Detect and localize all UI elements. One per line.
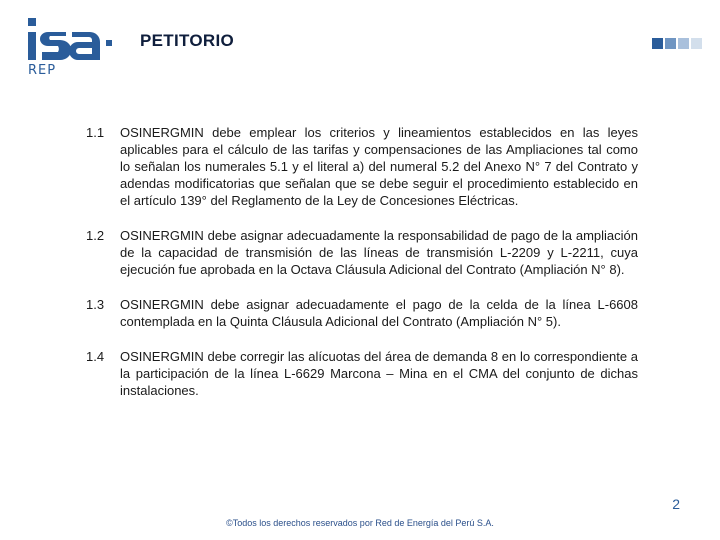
accent-square-3 <box>678 38 689 49</box>
page-number: 2 <box>672 496 680 512</box>
item-text: OSINERGMIN debe emplear los criterios y lineamientos establecidos en las leyes aplicables para el cálculo de las tarifas y compensaciones de las Ampliaciones tal como lo señalan los numerales 5.1 y el literal a) del numeral 5.2 del Anexo N° 7 del Contrato y adendas modificatorias que señalan que se debe seguir el procedimiento establecido en el artículo 139° del Reglamento de la Ley de Concesiones Eléctricas. <box>120 125 638 208</box>
item-text: OSINERGMIN debe asignar adecuadamente la responsabilidad de pago de la ampliación de la capacidad de transmisión de las líneas de transmisión L-2209 y L-2211, cuya ejecución fue aprobada en la Octava Cláusula Adicional del Contrato (Ampliación N° 8). <box>120 228 638 277</box>
list-item <box>86 348 638 399</box>
item-number: 1.4 <box>86 349 105 364</box>
item-number: 1.1 <box>86 125 105 140</box>
petitorio-list <box>86 124 638 417</box>
accent-squares <box>652 38 702 49</box>
item-text: OSINERGMIN debe corregir las alícuotas del área de demanda 8 en lo correspondiente a la participación de la línea L-6629 Marcona – Mina en el CMA del conjunto de dichas instalaciones. <box>120 349 638 398</box>
item-text: OSINERGMIN debe asignar adecuadamente el pago de la celda de la línea L-6608 contemplada en la Quinta Cláusula Adicional del Contrato (Ampliación N° 5). <box>120 297 638 329</box>
list-item <box>86 124 638 209</box>
logo-subtitle: REP <box>28 63 57 78</box>
page-title: PETITORIO <box>140 31 235 50</box>
isa-logo-mark <box>26 18 116 64</box>
accent-square-1 <box>652 38 663 49</box>
accent-square-4 <box>691 38 702 49</box>
item-number: 1.2 <box>86 228 105 243</box>
copyright-footer: ©Todos los derechos reservados por Red de Energía del Perú S.A. <box>226 518 494 528</box>
list-item <box>86 296 638 330</box>
list-item <box>86 227 638 278</box>
accent-square-2 <box>665 38 676 49</box>
item-number: 1.3 <box>86 297 105 312</box>
